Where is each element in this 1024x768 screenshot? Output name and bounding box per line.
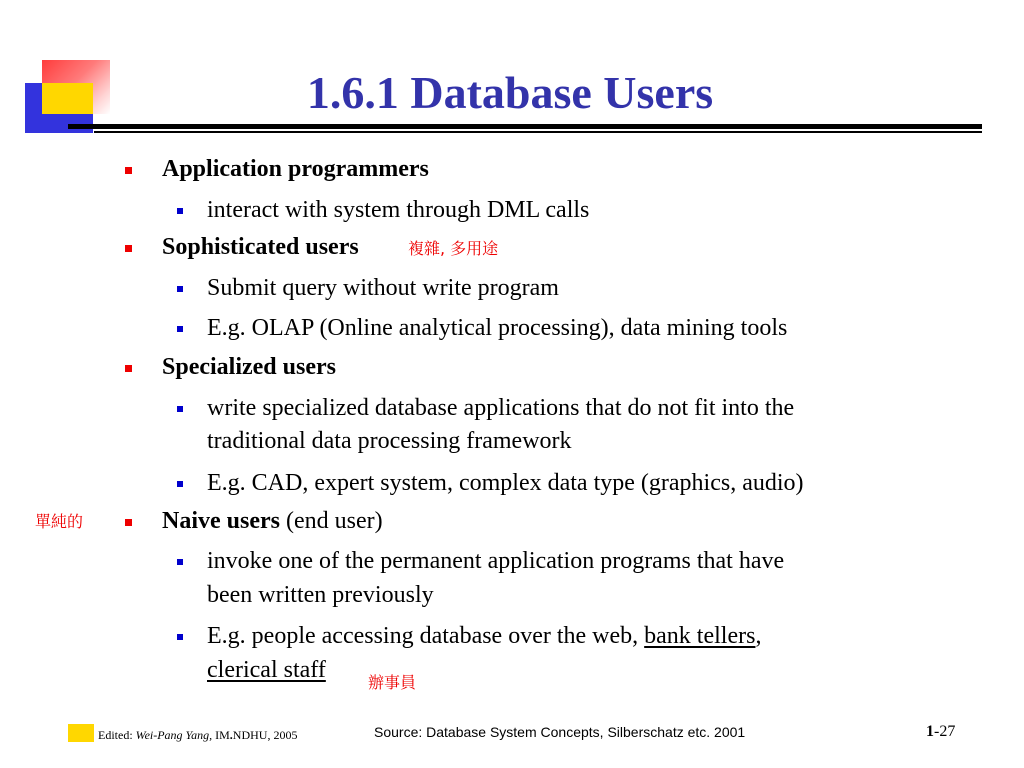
sub-bullet-olap: E.g. OLAP (Online analytical processing), data mining tools bbox=[207, 315, 788, 341]
footer-org-dot: . bbox=[229, 728, 233, 742]
level1-bullet-icon bbox=[125, 245, 132, 252]
bullet-specialized-users: Specialized users bbox=[162, 354, 336, 380]
level2-bullet-icon bbox=[177, 326, 183, 332]
level2-bullet-icon bbox=[177, 208, 183, 214]
note-sophisticated: 複雜, 多用途 bbox=[408, 239, 499, 258]
sub-bullet-submit-query: Submit query without write program bbox=[207, 275, 559, 301]
level2-bullet-icon bbox=[177, 481, 183, 487]
sub-bullet-cad: E.g. CAD, expert system, complex data type (graphics, audio) bbox=[207, 470, 804, 496]
sub-bullet-invoke-line2: been written previously bbox=[207, 582, 434, 608]
slide-title: 1.6.1 Database Users bbox=[306, 67, 714, 118]
title-rule-thin bbox=[94, 131, 982, 133]
footer-edited-label: Edited: bbox=[98, 728, 136, 742]
sub-bullet-bank-tellers-line1 bbox=[207, 623, 761, 649]
footer-page: -27 bbox=[934, 723, 956, 740]
footer-author: Wei-Pang Yang, bbox=[135, 728, 213, 742]
bank-tellers-prefix: E.g. people accessing database over the web, bbox=[207, 623, 645, 649]
level2-bullet-icon bbox=[177, 559, 183, 565]
sub-bullet-bank-tellers-line2 bbox=[207, 657, 326, 683]
bullet-sophisticated-users: Sophisticated users bbox=[162, 234, 359, 260]
footer-chapter: 1 bbox=[926, 723, 934, 740]
level2-bullet-icon bbox=[177, 286, 183, 292]
naive-users-label: Naive users bbox=[162, 508, 280, 534]
footer-org-prefix: IM bbox=[212, 728, 230, 742]
logo-bar bbox=[68, 124, 94, 129]
bank-tellers-text: bank tellers bbox=[644, 623, 756, 649]
level1-bullet-icon bbox=[125, 167, 132, 174]
clerical-staff-text: clerical staff bbox=[207, 657, 326, 683]
sub-bullet-specialized-apps-line2: traditional data processing framework bbox=[207, 428, 572, 454]
footer-logo-box bbox=[68, 724, 94, 742]
naive-users-suffix: (end user) bbox=[279, 508, 383, 534]
footer-source: Source: Database System Concepts, Silberschatz etc. 2001 bbox=[374, 724, 746, 740]
bank-tellers-comma: , bbox=[755, 623, 762, 649]
logo-yellow-square bbox=[42, 83, 93, 114]
bullet-naive-users bbox=[162, 508, 383, 534]
title-rule-thick bbox=[94, 124, 982, 129]
level1-bullet-icon bbox=[125, 519, 132, 526]
level2-bullet-icon bbox=[177, 406, 183, 412]
footer-page-number bbox=[926, 723, 955, 741]
level2-bullet-icon bbox=[177, 634, 183, 640]
sub-bullet-specialized-apps-line1: write specialized database applications that do not fit into the bbox=[207, 395, 795, 421]
note-naive: 單純的 bbox=[35, 512, 84, 531]
bullet-application-programmers: Application programmers bbox=[162, 156, 429, 182]
note-clerical: 辦事員 bbox=[368, 673, 417, 692]
sub-bullet-dml-calls: interact with system through DML calls bbox=[207, 197, 590, 223]
level1-bullet-icon bbox=[125, 365, 132, 372]
sub-bullet-invoke-line1: invoke one of the permanent application programs that have bbox=[207, 548, 785, 574]
footer-edited-by bbox=[98, 728, 297, 743]
footer-org-suffix: NDHU, 2005 bbox=[232, 728, 298, 742]
